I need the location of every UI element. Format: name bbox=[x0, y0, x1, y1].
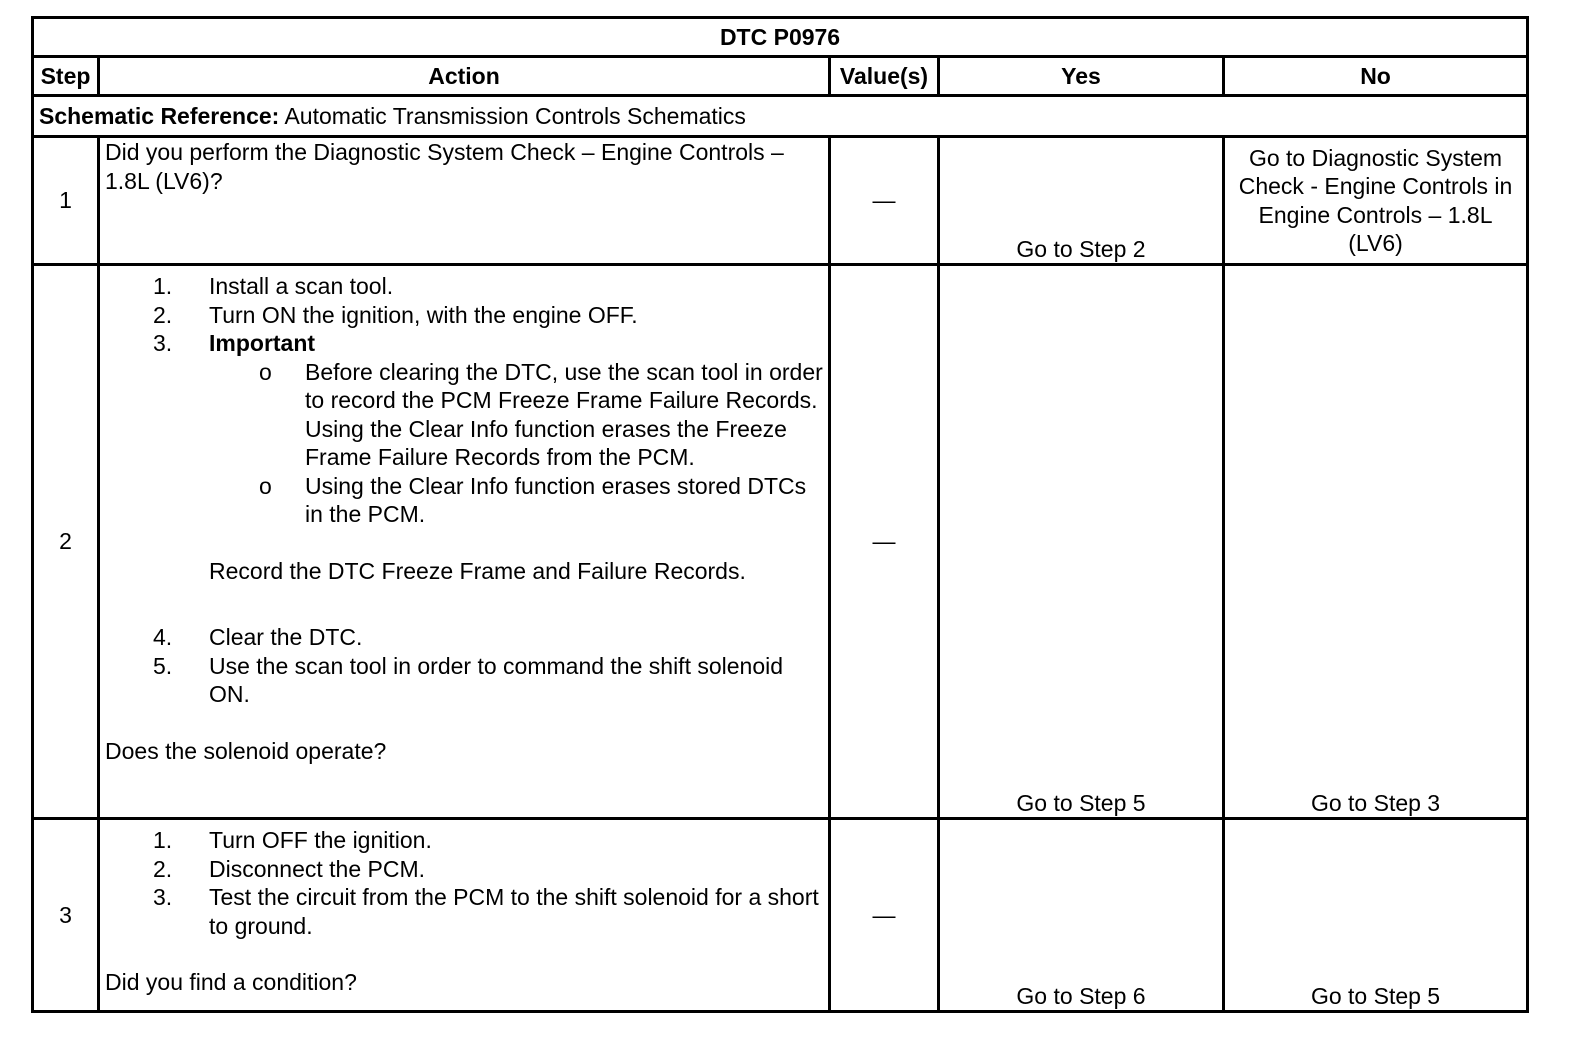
list-item bbox=[153, 623, 823, 652]
item-number: 2. bbox=[153, 301, 173, 328]
no-cell: Go to Step 3 bbox=[1224, 265, 1528, 819]
yes-cell: Go to Step 6 bbox=[939, 819, 1224, 1012]
no-cell: Go to Step 5 bbox=[1224, 819, 1528, 1012]
value-cell: — bbox=[830, 137, 939, 265]
list-item bbox=[153, 652, 823, 709]
header-values: Value(s) bbox=[830, 57, 939, 96]
list-item bbox=[153, 883, 823, 940]
header-step: Step bbox=[33, 57, 99, 96]
table-row bbox=[33, 137, 1528, 265]
action-cell bbox=[99, 265, 830, 819]
schematic-text: Automatic Transmission Controls Schematics bbox=[284, 102, 746, 129]
list-item bbox=[259, 472, 823, 529]
item-text: Turn ON the ignition, with the engine OFF. bbox=[209, 301, 638, 328]
step-list bbox=[105, 826, 823, 940]
step-number: 3 bbox=[33, 819, 99, 1012]
schematic-label: Schematic Reference: bbox=[39, 102, 280, 129]
item-text: Install a scan tool. bbox=[209, 273, 394, 299]
item-number: 1. bbox=[153, 273, 173, 299]
item-text: Test the circuit from the PCM to the shift solenoid for a short to ground. bbox=[209, 884, 819, 939]
question-text: Does the solenoid operate? bbox=[105, 737, 387, 764]
list-item bbox=[153, 301, 823, 330]
header-no: No bbox=[1224, 57, 1528, 96]
item-number: 4. bbox=[153, 624, 173, 650]
item-number: 2. bbox=[153, 855, 173, 882]
table-title: DTC P0976 bbox=[33, 18, 1528, 57]
item-text: Turn OFF the ignition. bbox=[209, 827, 432, 853]
yes-cell: Go to Step 5 bbox=[939, 265, 1224, 819]
value-cell: — bbox=[830, 819, 939, 1012]
list-item bbox=[153, 329, 823, 358]
dtc-table bbox=[31, 16, 1529, 1013]
question-text: Did you find a condition? bbox=[105, 969, 357, 995]
record-note: Record the DTC Freeze Frame and Failure Records. bbox=[209, 557, 746, 584]
bullet-text: Using the Clear Info function erases stored DTCs in the PCM. bbox=[305, 472, 807, 527]
item-number: 3. bbox=[153, 884, 173, 910]
step-list bbox=[105, 272, 823, 358]
list-item bbox=[259, 358, 823, 472]
table-row bbox=[33, 819, 1528, 1012]
schematic-reference bbox=[33, 96, 1528, 137]
yes-cell: Go to Step 2 bbox=[939, 137, 1224, 265]
header-yes: Yes bbox=[939, 57, 1224, 96]
bullet-text: Before clearing the DTC, use the scan tool in order to record the PCM Freeze Frame Failure Records. Using the Clear Info function erases the Freeze Frame Failure Records from the PCM. bbox=[305, 358, 823, 470]
bullet-icon: o bbox=[259, 358, 272, 385]
item-number: 5. bbox=[153, 652, 173, 679]
important-bullets bbox=[105, 358, 823, 529]
action-cell bbox=[99, 819, 830, 1012]
item-number: 3. bbox=[153, 330, 173, 356]
step-number: 1 bbox=[33, 137, 99, 265]
list-item bbox=[153, 272, 823, 301]
item-text: Use the scan tool in order to command the shift solenoid ON. bbox=[209, 652, 784, 707]
value-cell: — bbox=[830, 265, 939, 819]
item-text: Clear the DTC. bbox=[209, 624, 363, 650]
action-cell: Did you perform the Diagnostic System Check – Engine Controls – 1.8L (LV6)? bbox=[99, 137, 830, 265]
no-cell: Go to Diagnostic System Check - Engine Controls in Engine Controls – 1.8L (LV6) bbox=[1224, 137, 1528, 265]
header-action: Action bbox=[99, 57, 830, 96]
list-item bbox=[153, 855, 823, 884]
item-number: 1. bbox=[153, 827, 173, 853]
list-item bbox=[153, 826, 823, 855]
step-list bbox=[105, 623, 823, 709]
important-label: Important bbox=[209, 330, 316, 356]
item-text: Disconnect the PCM. bbox=[209, 855, 426, 882]
bullet-icon: o bbox=[259, 472, 272, 499]
step-number: 2 bbox=[33, 265, 99, 819]
table-row bbox=[33, 265, 1528, 819]
